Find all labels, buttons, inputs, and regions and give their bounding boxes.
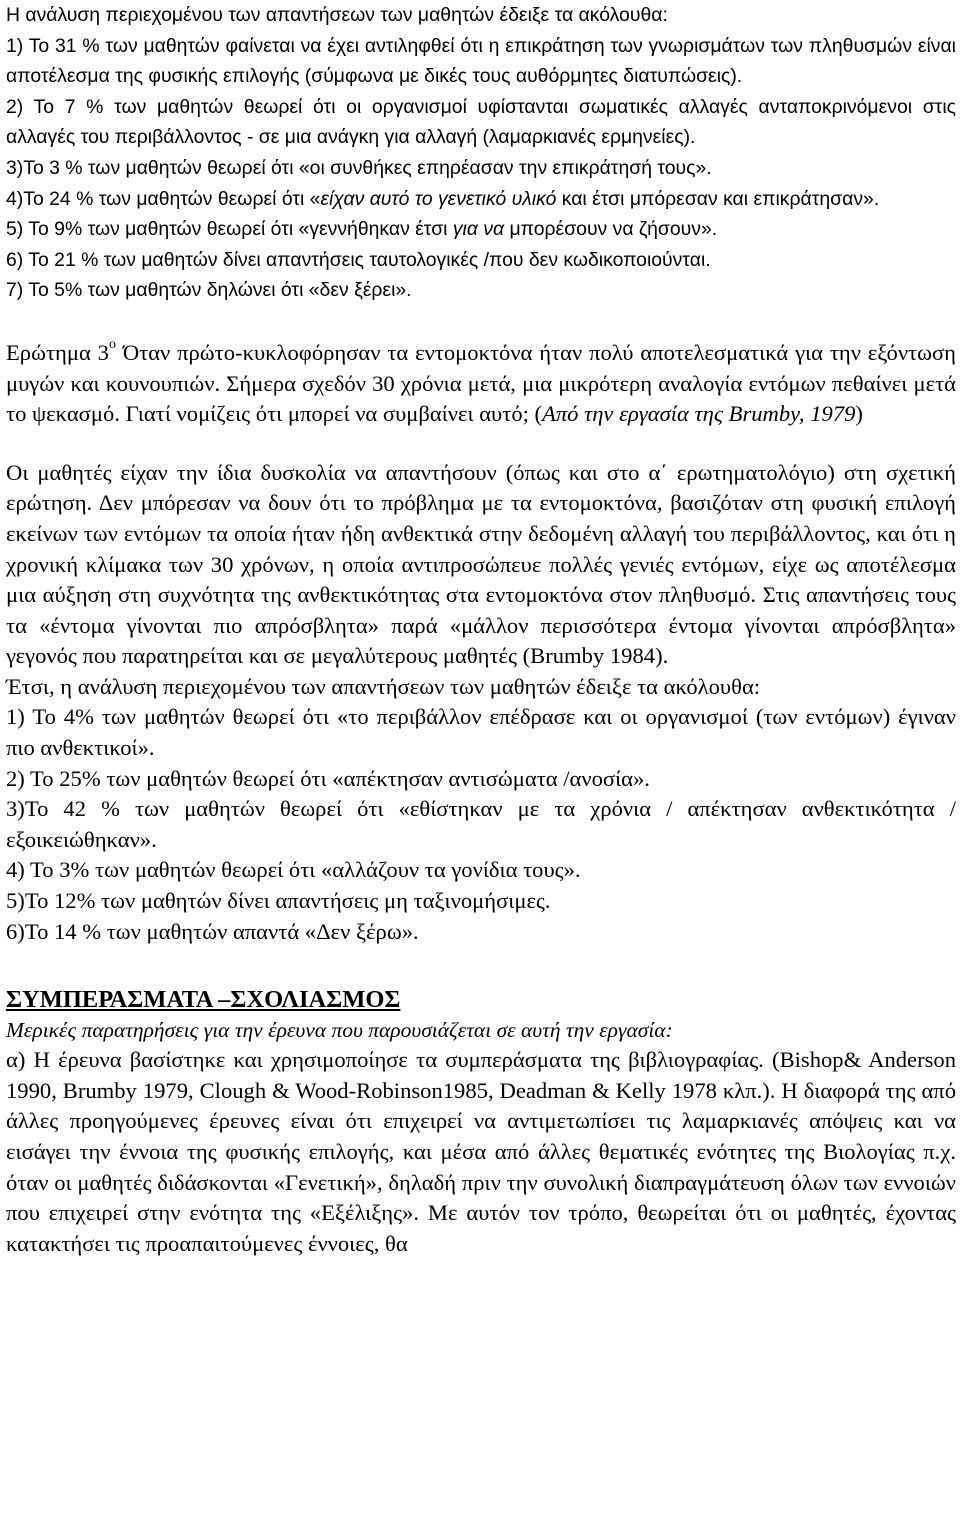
question-3-text-a: Όταν πρώτο-κυκλοφόρησαν τα εντομοκτόνα ήταν πολύ αποτελεσματικά για την εξόντωση μυγών και κουνουπιών. Σήμερα σχεδόν 30 χρόνια μετά, μια μικρότερη αναλογία εντόμων πεθαίνει μετά το ψεκασμό. Γιατί νομίζεις ότι μπορεί να συμβαίνει αυτό; ( <box>6 339 956 427</box>
results-intro-2: Έτσι, η ανάλυση περιεχομένου των απαντήσεων των μαθητών έδειξε τα ακόλουθα: <box>6 673 761 699</box>
result-item-3: 3)Το 3 % των μαθητών θεωρεί ότι «οι συνθήκες επηρέασαν την επικράτησή τους». <box>6 156 712 179</box>
result2-item-2: 2) Το 25% των μαθητών θεωρεί ότι «απέκτησαν αντισώματα /ανοσία». <box>6 765 650 791</box>
result-item-5-italic: για να <box>452 218 505 241</box>
question-3-label: Ερώτημα 3 <box>6 339 109 365</box>
question-3-paragraph <box>6 338 956 430</box>
result2-item-6: 6)Το 14 % των μαθητών απαντά «Δεν ξέρω». <box>6 918 419 944</box>
document-page <box>6 0 956 1259</box>
conclusions-subheading: Μερικές παρατηρήσεις για την έρευνα που παρουσιάζεται σε αυτή την εργασία: <box>6 1018 673 1043</box>
result-item-4-text-b: και έτσι μπόρεσαν και επικράτησαν». <box>556 187 880 210</box>
conclusions-paragraph: α) Η έρευνα βασίστηκε και χρησιμοποίησε τα συμπεράσματα της βιβλιογραφίας. (Bishop& Anderson 1990, Brumby 1979, Clough & Wood-Robinson1985, Deadman & Kelly 1978 κλπ.). Η διαφορά της από άλλες προηγούμενες έρευνες είναι ότι επιχειρεί να αντιμετωπίσει τις λαμαρκιανές απόψεις και να εισάγει την έννοια της φυσικής επιλογής, και μέσα από άλλες θεματικές ενότητες της Βιολογίας π.χ. όταν οι μαθητές διδάσκονται «Γενετική», δηλαδή πριν την συνολική διαπραγμάτευση όλων των εννοιών που επιχειρεί στην ενότητα της «Εξέλιξης». Με αυτόν τον τρόπο, θεωρείται ότι οι μαθητές, έχοντας κατακτήσει τις προαπαιτούμενες έννοιες, θα <box>6 1047 956 1256</box>
results-intro: Η ανάλυση περιεχομένου των απαντήσεων των μαθητών έδειξε τα ακόλουθα: <box>6 4 668 26</box>
result-item-4 <box>6 184 956 215</box>
result2-item-3: 3)Το 42 % των μαθητών θεωρεί ότι «εθίστηκαν με τα χρόνια / απέκτησαν ανθεκτικότητα / εξοικειώθηκαν». <box>6 796 956 852</box>
result2-item-4: 4) Το 3% των μαθητών θεωρεί ότι «αλλάζουν τα γονίδια τους». <box>6 857 581 883</box>
question-3-source-italic: Από την εργασία της Brumby, 1979 <box>542 401 856 427</box>
result2-item-5: 5)Το 12% των μαθητών δίνει απαντήσεις μη ταξινομήσιμες. <box>6 888 551 914</box>
discussion-section <box>6 458 956 948</box>
results-section-1 <box>6 0 956 306</box>
result-item-7: 7) Το 5% των μαθητών δηλώνει ότι «δεν ξέρει». <box>6 279 412 302</box>
result-item-6: 6) Το 21 % των μαθητών δίνει απαντήσεις ταυτολογικές /που δεν κωδικοποιούνται. <box>6 248 711 271</box>
result-item-2: 2) Το 7 % των μαθητών θεωρεί ότι οι οργανισμοί υφίστανται σωματικές αλλαγές ανταποκρινόμενοι στις αλλαγές του περιβάλλοντος - σε μια ανάγκη για αλλαγή (λαμαρκιανές ερμηνείες). <box>6 95 956 149</box>
conclusions-body <box>6 1045 956 1259</box>
result-item-4-text-a: 4)Το 24 % των μαθητών θεωρεί ότι « <box>6 187 321 210</box>
question-3-superscript: ο <box>108 337 116 353</box>
result-item-5-text-b: μπορέσουν να ζήσουν». <box>504 218 718 241</box>
conclusions-heading: ΣΥΜΠΕΡΑΣΜΑΤΑ –ΣΧΟΛΙΑΣΜΟΣ <box>6 986 401 1014</box>
question-3-text-b: ) <box>855 401 863 427</box>
result-item-1: 1) Το 31 % των μαθητών φαίνεται να έχει αντιληφθεί ότι η επικράτηση των γνωρισμάτων των πληθυσμών είναι αποτέλεσμα της φυσικής επιλογής (σύμφωνα με δικές τους αυθόρμητες διατυπώσεις). <box>6 34 956 88</box>
question-3-block <box>6 338 956 430</box>
result-item-5-text-a: 5) Το 9% των μαθητών θεωρεί ότι «γεννήθηκαν έτσι <box>6 218 453 241</box>
result-item-4-italic: είχαν αυτό το γενετικό υλικό <box>320 187 557 210</box>
result2-item-1: 1) Το 4% των μαθητών θεωρεί ότι «το περιβάλλον επέδρασε και οι οργανισμοί (των εντόμων) έγιναν πιο ανθεκτικοί». <box>6 704 956 761</box>
result-item-5 <box>6 214 956 245</box>
discussion-paragraph: Οι μαθητές είχαν την ίδια δυσκολία να απαντήσουν (όπως και στο α΄ ερωτηματολόγιο) στη σχετική ερώτηση. Δεν μπόρεσαν να δουν ότι το πρόβλημα με τα εντομοκτόνα, βασιζόταν στη φυσική επιλογή εκείνων των εντόμων τα οποία ήταν ήδη ανθεκτικά στην δεδομένη αλλαγή του περιβάλλοντος, και ότι η χρονική κλίμακα των 30 χρόνων, η οποία αντιπροσώπευε πολλές γενιές εντόμων, είχε ως αποτέλεσμα μια αύξηση στη συχνότητα της ανθεκτικότητας στα εντομοκτόνα στον πληθυσμό. Στις απαντήσεις τους τα «έντομα γίνονται πιο απρόσβλητα» παρά «μάλλον περισσότερα έντομα γίνονται απρόσβλητα» γεγονός που παρατηρείται και σε μεγαλύτερους μαθητές (Brumby 1984). <box>6 459 956 669</box>
